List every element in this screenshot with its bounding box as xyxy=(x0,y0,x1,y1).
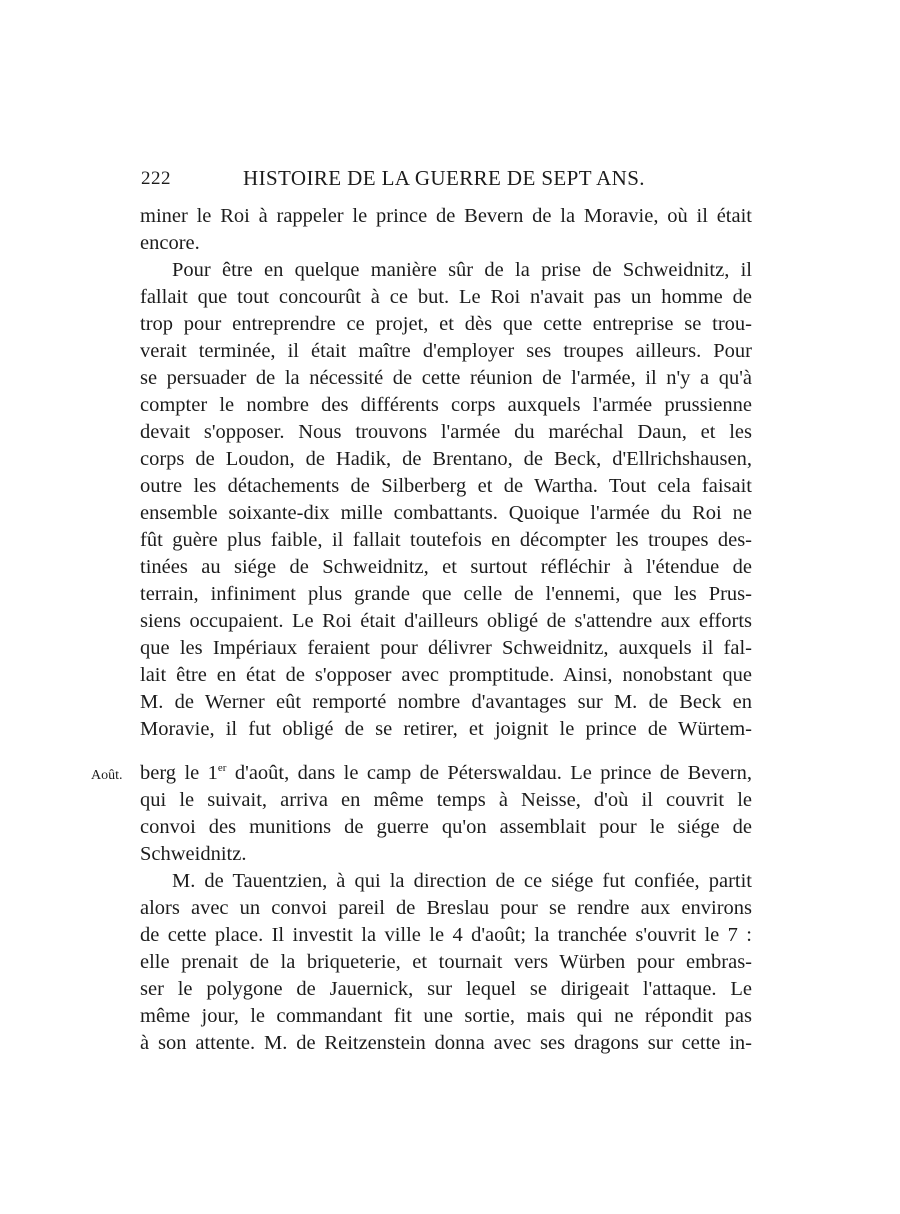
text-line: à son attente. M. de Reitzenstein donna avec ses dragons sur cette in- xyxy=(140,1032,752,1054)
text-line: Schweidnitz. xyxy=(140,843,247,865)
text-line: se persuader de la nécessité de cette réunion de l'armée, il n'y a qu'à xyxy=(140,367,752,389)
text-line: ensemble soixante-dix mille combattants. Quoique l'armée du Roi ne xyxy=(140,502,752,524)
text-line: M. de Tauentzien, à qui la direction de ce siége fut confiée, partit xyxy=(172,870,752,892)
margin-note: Août. xyxy=(91,768,123,783)
text-line: elle prenait de la briqueterie, et tournait vers Würben pour embras- xyxy=(140,951,752,973)
superscript: er xyxy=(217,762,227,774)
text-line: M. de Werner eût remporté nombre d'avantages sur M. de Beck en xyxy=(140,691,752,713)
text-line: tinées au siége de Schweidnitz, et surtout réfléchir à l'étendue de xyxy=(140,556,752,578)
text-line: ser le polygone de Jauernick, sur lequel se dirigeait l'attaque. Le xyxy=(140,978,752,1000)
text-line: fallait que tout concourût à ce but. Le Roi n'avait pas un homme de xyxy=(140,286,752,308)
text-line: siens occupaient. Le Roi était d'ailleurs obligé de s'attendre aux efforts xyxy=(140,610,752,632)
text-line-part: d'août, dans le camp de Péterswaldau. Le prince de Bevern, xyxy=(226,762,752,784)
text-line: devait s'opposer. Nous trouvons l'armée du maréchal Daun, et les xyxy=(140,421,752,443)
text-line: de cette place. Il investit la ville le 4 d'août; la tranchée s'ouvrit le 7 : xyxy=(140,924,752,946)
text-line: que les Impériaux feraient pour délivrer Schweidnitz, auxquels il fal- xyxy=(140,637,752,659)
text-line: même jour, le commandant fit une sortie, mais qui ne répondit pas xyxy=(140,1005,752,1027)
text-line: alors avec un convoi pareil de Breslau pour se rendre aux environs xyxy=(140,897,752,919)
text-line: verait terminée, il était maître d'employer ses troupes ailleurs. Pour xyxy=(140,340,752,362)
text-line: qui le suivait, arriva en même temps à Neisse, d'où il couvrit le xyxy=(140,789,752,811)
text-line: compter le nombre des différents corps auxquels l'armée prussienne xyxy=(140,394,752,416)
text-line: lait être en état de s'opposer avec promptitude. Ainsi, nonobstant que xyxy=(140,664,752,686)
text-line-part: berg le 1 xyxy=(140,762,218,784)
text-line: encore. xyxy=(140,232,200,254)
text-line: corps de Loudon, de Hadik, de Brentano, de Beck, d'Ellrichshausen, xyxy=(140,448,752,470)
text-line: outre les détachements de Silberberg et de Wartha. Tout cela faisait xyxy=(140,475,752,497)
text-line xyxy=(140,760,752,786)
text-line: miner le Roi à rappeler le prince de Bevern de la Moravie, où il était xyxy=(140,205,752,227)
text-line: terrain, infiniment plus grande que celle de l'ennemi, que les Prus- xyxy=(140,583,752,605)
text-line: Moravie, il fut obligé de se retirer, et joignit le prince de Würtem- xyxy=(140,718,752,740)
running-title: HISTOIRE DE LA GUERRE DE SEPT ANS. xyxy=(243,166,645,190)
text-line: Pour être en quelque manière sûr de la prise de Schweidnitz, il xyxy=(172,259,752,281)
text-line: fût guère plus faible, il fallait toutefois en décompter les troupes des- xyxy=(140,529,752,551)
text-line: convoi des munitions de guerre qu'on assemblait pour le siége de xyxy=(140,816,752,838)
page-number: 222 xyxy=(141,168,171,189)
text-line: trop pour entreprendre ce projet, et dès que cette entreprise se trou- xyxy=(140,313,752,335)
